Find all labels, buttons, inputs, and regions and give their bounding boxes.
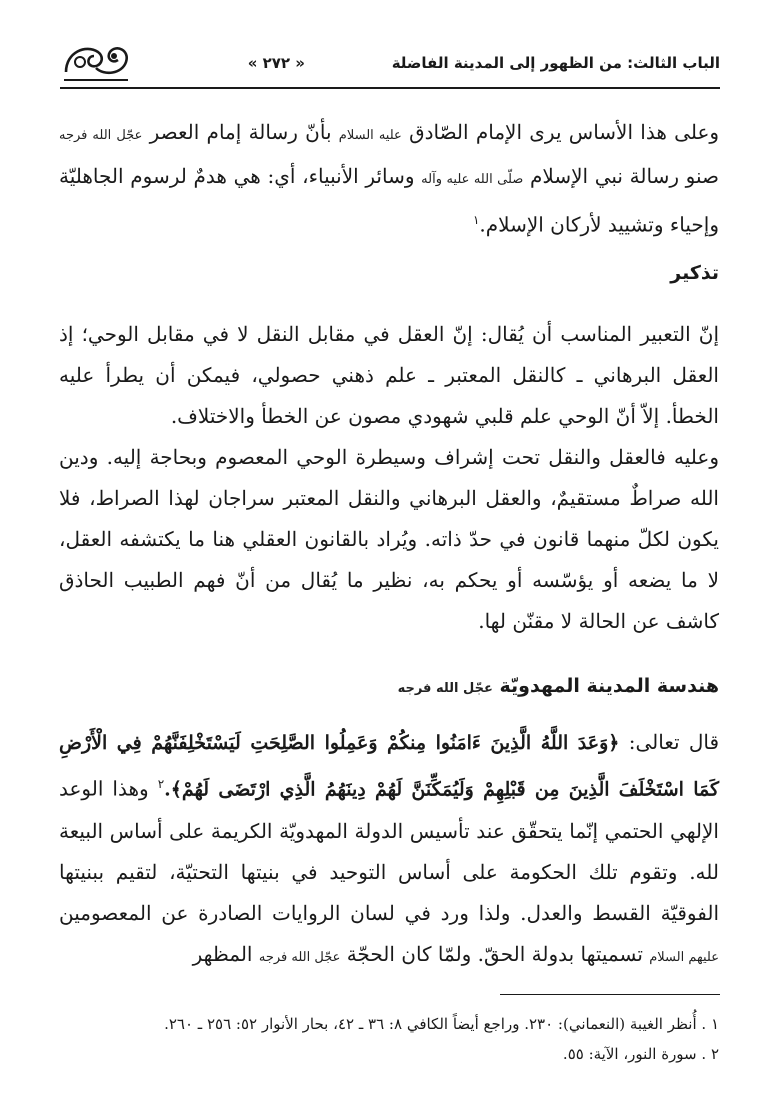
quran-verse: ﴿وَعَدَ اللَّهُ الَّذِينَ ءَامَنُوا مِنكُمْ وَعَمِلُوا الصَّلِحَتِ لَيَسْتَخْلِفَنَّهُمْ فِي الْأَرْضِ كَمَا اسْتَخْلَفَ الَّذِينَ مِن قَبْلِهِمْ وَلَيُمَكِّنَنَّ لَهُمْ دِينَهُمُ الَّذِي ارْتَضَى لَهُمْ﴾. — [59, 732, 720, 801]
para1-text-d: وسائر الأنبياء، أي: هي هدمٌ لرسوم الجاهليّة وإحياء وتشييد لأركان الإسلام. — [59, 164, 719, 237]
chapter-title: الباب الثالث: من الظهور إلى المدينة الفاضلة — [391, 54, 720, 72]
heading-reminder: تذكير — [670, 262, 719, 284]
heading-mahdawi-city-text: هندسة المدينة المهدويّة — [499, 675, 719, 697]
floral-ornament-icon — [60, 38, 132, 84]
honorific-ajf-heading: عجّل الله فرجه — [397, 681, 493, 696]
footnote-2: ٢ . سورة النور، الآية: ٥٥. — [562, 1045, 719, 1063]
honorific-s: صلّى الله عليه وآله — [421, 172, 524, 187]
para4-text-c: المظهر — [192, 941, 253, 966]
footnote-ref-1: ١ — [472, 213, 480, 227]
paragraph-1 — [59, 112, 719, 246]
para1-text-a: وعلى هذا الأساس يرى الإمام الصّادق — [409, 120, 720, 144]
paragraph-2: إنّ التعبير المناسب أن يُقال: إنّ العقل في مقابل النقل لا في مقابل الوحي؛ إذ العقل البرهاني ـ كالنقل المعتبر ـ علم ذهني حصولي، فيمكن أن يطرأ عليه الخطأ. إلاّ أنّ الوحي علم قلبي شهودي مصون عن الخطأ والاختلاف. — [59, 322, 719, 428]
para4-text-a: وهذا الوعد الإلهي الحتمي إنّما يتحقّق عند تأسيس الدولة المهدويّة الكريمة على أساس البيعة لله. وتقوم تلك الحكومة على أساس التوحيد في بنيتها التحتيّة، لتقيم ببنيتها الفوقيّة القسط والعدل. ولذا ورد في لسان الروايات الصادرة عن المعصومين — [59, 776, 719, 925]
honorific-ajf: عجّل الله فرجه — [59, 128, 143, 143]
header-divider — [60, 87, 720, 89]
footnote-ref-2: ٢ — [157, 777, 165, 791]
para4-intro: قال تعالى: — [628, 730, 720, 754]
footnote-divider — [500, 994, 720, 995]
paragraph-3: وعليه فالعقل والنقل تحت إشراف وسيطرة الوحي المعصوم وبحاجة إليه. ودين الله صراطٌ مستقيمٌ، والعقل البرهاني والنقل المعتبر سراجان لهذا الصراط، فلا يكون لكلّ منهما قانون في حدّ ذاته. ويُراد بالقانون العقلي هنا ما يكتشفه العقل، لا ما يضعه أو يؤسّسه أو يحكم به، نظير ما يُقال من أنّ فهم الطبيب الحاذق كاشف عن الحالة لا مقنّن لها. — [59, 445, 719, 633]
heading-mahdawi-city — [59, 675, 719, 697]
para1-text-c: صنو رسالة نبي الإسلام — [530, 164, 720, 188]
honorific-as: عليه السلام — [338, 128, 402, 143]
honorific-ajf-hujja: عجّل الله فرجه — [258, 949, 341, 965]
running-header — [60, 38, 720, 86]
para4-text-b: تسميتها بدولة الحقّ. ولمّا كان الحجّة — [346, 941, 643, 966]
footnote-1: ١ . أُنظر الغيبة (النعماني): ٢٣٠. وراجع أيضاً الكافي ٨: ٣٦ ـ ٤٢، بحار الأنوار ٥٢: ٢٥٦ ـ ٢٦٠. — [164, 1015, 719, 1033]
paragraph-4 — [59, 722, 719, 978]
honorific-ahs: عليهم السلام — [649, 949, 719, 965]
page-number: « ٢٧٢ » — [247, 54, 305, 72]
para1-text-b: بأنّ رسالة إمام العصر — [149, 120, 332, 144]
